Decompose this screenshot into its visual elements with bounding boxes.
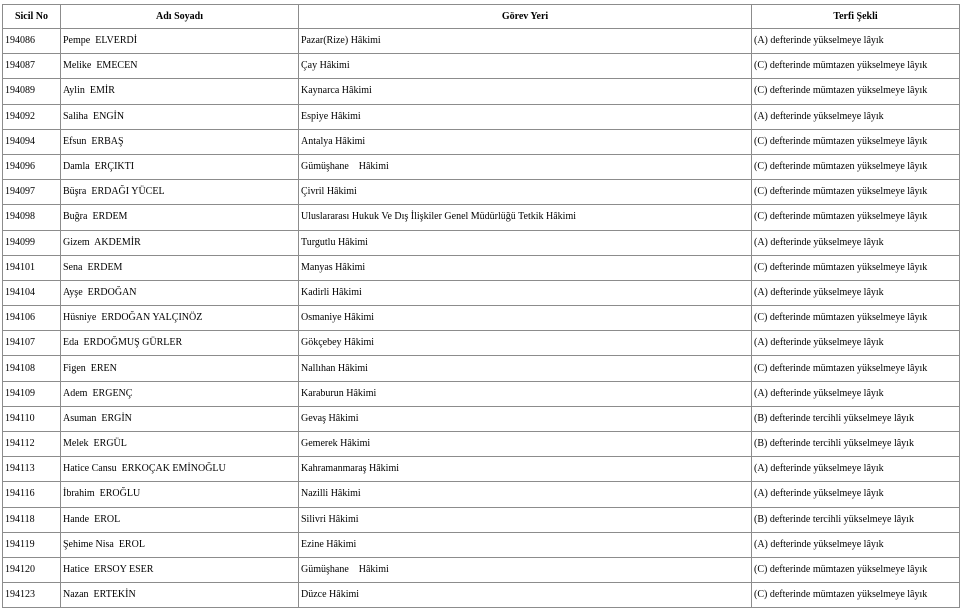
cell-terfi-sekli: (A) defterinde yükselmeye lâyık — [752, 457, 960, 482]
cell-gorev-yeri: Düzce Hâkimi — [299, 583, 752, 608]
cell-adi-soyadi: Damla ERÇIKTI — [61, 154, 299, 179]
cell-gorev-yeri: Gemerek Hâkimi — [299, 432, 752, 457]
cell-gorev-yeri: Manyas Hâkimi — [299, 255, 752, 280]
cell-gorev-yeri: Uluslararası Hukuk Ve Dış İlişkiler Genel Müdürlüğü Tetkik Hâkimi — [299, 205, 752, 230]
cell-sicil-no: 194110 — [3, 406, 61, 431]
cell-adi-soyadi: Figen EREN — [61, 356, 299, 381]
cell-terfi-sekli: (A) defterinde yükselmeye lâyık — [752, 532, 960, 557]
cell-sicil-no: 194089 — [3, 79, 61, 104]
cell-adi-soyadi: Hande EROL — [61, 507, 299, 532]
cell-gorev-yeri: Pazar(Rize) Hâkimi — [299, 29, 752, 54]
cell-terfi-sekli: (C) defterinde mümtazen yükselmeye lâyık — [752, 154, 960, 179]
cell-adi-soyadi: Gizem AKDEMİR — [61, 230, 299, 255]
cell-adi-soyadi: Hatice Cansu ERKOÇAK EMİNOĞLU — [61, 457, 299, 482]
cell-terfi-sekli: (B) defterinde tercihli yükselmeye lâyık — [752, 406, 960, 431]
cell-adi-soyadi: Şehime Nisa EROL — [61, 532, 299, 557]
cell-gorev-yeri: Silivri Hâkimi — [299, 507, 752, 532]
cell-sicil-no: 194113 — [3, 457, 61, 482]
cell-adi-soyadi: Efsun ERBAŞ — [61, 129, 299, 154]
cell-gorev-yeri: Kahramanmaraş Hâkimi — [299, 457, 752, 482]
cell-terfi-sekli: (C) defterinde mümtazen yükselmeye lâyık — [752, 255, 960, 280]
cell-terfi-sekli: (C) defterinde mümtazen yükselmeye lâyık — [752, 79, 960, 104]
cell-adi-soyadi: Ayşe ERDOĞAN — [61, 280, 299, 305]
header-gorev-yeri: Görev Yeri — [299, 5, 752, 29]
table-row — [3, 482, 960, 507]
header-terfi-sekli: Terfi Şekli — [752, 5, 960, 29]
table-row — [3, 180, 960, 205]
cell-sicil-no: 194108 — [3, 356, 61, 381]
cell-adi-soyadi: İbrahim EROĞLU — [61, 482, 299, 507]
cell-gorev-yeri: Çivril Hâkimi — [299, 180, 752, 205]
table-row — [3, 331, 960, 356]
cell-adi-soyadi: Hatice ERSOY ESER — [61, 557, 299, 582]
cell-gorev-yeri: Gümüşhane Hâkimi — [299, 557, 752, 582]
cell-terfi-sekli: (A) defterinde yükselmeye lâyık — [752, 230, 960, 255]
cell-terfi-sekli: (C) defterinde mümtazen yükselmeye lâyık — [752, 180, 960, 205]
cell-gorev-yeri: Gevaş Hâkimi — [299, 406, 752, 431]
cell-terfi-sekli: (A) defterinde yükselmeye lâyık — [752, 331, 960, 356]
table-row — [3, 432, 960, 457]
cell-gorev-yeri: Kadirli Hâkimi — [299, 280, 752, 305]
cell-terfi-sekli: (C) defterinde mümtazen yükselmeye lâyık — [752, 205, 960, 230]
table-row — [3, 230, 960, 255]
table-row — [3, 129, 960, 154]
cell-adi-soyadi: Melek ERGÜL — [61, 432, 299, 457]
cell-terfi-sekli: (C) defterinde mümtazen yükselmeye lâyık — [752, 583, 960, 608]
table-row — [3, 306, 960, 331]
cell-terfi-sekli: (A) defterinde yükselmeye lâyık — [752, 29, 960, 54]
cell-sicil-no: 194087 — [3, 54, 61, 79]
cell-adi-soyadi: Aylin EMİR — [61, 79, 299, 104]
cell-terfi-sekli: (C) defterinde mümtazen yükselmeye lâyık — [752, 129, 960, 154]
cell-sicil-no: 194096 — [3, 154, 61, 179]
cell-sicil-no: 194092 — [3, 104, 61, 129]
cell-gorev-yeri: Nazilli Hâkimi — [299, 482, 752, 507]
cell-sicil-no: 194104 — [3, 280, 61, 305]
header-adi-soyadi: Adı Soyadı — [61, 5, 299, 29]
table-row — [3, 79, 960, 104]
cell-sicil-no: 194112 — [3, 432, 61, 457]
cell-adi-soyadi: Melike EMECEN — [61, 54, 299, 79]
cell-sicil-no: 194123 — [3, 583, 61, 608]
cell-sicil-no: 194101 — [3, 255, 61, 280]
cell-gorev-yeri: Turgutlu Hâkimi — [299, 230, 752, 255]
cell-sicil-no: 194094 — [3, 129, 61, 154]
cell-adi-soyadi: Hüsniye ERDOĞAN YALÇINÖZ — [61, 306, 299, 331]
cell-adi-soyadi: Eda ERDOĞMUŞ GÜRLER — [61, 331, 299, 356]
cell-terfi-sekli: (B) defterinde tercihli yükselmeye lâyık — [752, 507, 960, 532]
cell-gorev-yeri: Çay Hâkimi — [299, 54, 752, 79]
table-row — [3, 457, 960, 482]
header-row — [3, 5, 960, 29]
cell-terfi-sekli: (A) defterinde yükselmeye lâyık — [752, 104, 960, 129]
cell-gorev-yeri: Antalya Hâkimi — [299, 129, 752, 154]
table-row — [3, 280, 960, 305]
table-row — [3, 356, 960, 381]
table-row — [3, 104, 960, 129]
cell-sicil-no: 194119 — [3, 532, 61, 557]
cell-sicil-no: 194107 — [3, 331, 61, 356]
cell-adi-soyadi: Adem ERGENÇ — [61, 381, 299, 406]
table-row — [3, 406, 960, 431]
cell-sicil-no: 194106 — [3, 306, 61, 331]
cell-terfi-sekli: (A) defterinde yükselmeye lâyık — [752, 482, 960, 507]
cell-adi-soyadi: Asuman ERGİN — [61, 406, 299, 431]
cell-gorev-yeri: Espiye Hâkimi — [299, 104, 752, 129]
cell-adi-soyadi: Buğra ERDEM — [61, 205, 299, 230]
table-row — [3, 381, 960, 406]
cell-sicil-no: 194086 — [3, 29, 61, 54]
cell-terfi-sekli: (C) defterinde mümtazen yükselmeye lâyık — [752, 356, 960, 381]
cell-terfi-sekli: (C) defterinde mümtazen yükselmeye lâyık — [752, 557, 960, 582]
cell-adi-soyadi: Büşra ERDAĞI YÜCEL — [61, 180, 299, 205]
table-row — [3, 255, 960, 280]
cell-terfi-sekli: (C) defterinde mümtazen yükselmeye lâyık — [752, 54, 960, 79]
table-row — [3, 583, 960, 608]
promotion-table — [2, 4, 960, 608]
cell-gorev-yeri: Kaynarca Hâkimi — [299, 79, 752, 104]
header-sicil-no: Sicil No — [3, 5, 61, 29]
cell-gorev-yeri: Nallıhan Hâkimi — [299, 356, 752, 381]
cell-adi-soyadi: Saliha ENGİN — [61, 104, 299, 129]
table-row — [3, 29, 960, 54]
cell-sicil-no: 194116 — [3, 482, 61, 507]
cell-adi-soyadi: Pempe ELVERDİ — [61, 29, 299, 54]
table-row — [3, 205, 960, 230]
cell-terfi-sekli: (A) defterinde yükselmeye lâyık — [752, 280, 960, 305]
cell-sicil-no: 194120 — [3, 557, 61, 582]
cell-sicil-no: 194097 — [3, 180, 61, 205]
cell-gorev-yeri: Karaburun Hâkimi — [299, 381, 752, 406]
cell-terfi-sekli: (B) defterinde tercihli yükselmeye lâyık — [752, 432, 960, 457]
cell-sicil-no: 194109 — [3, 381, 61, 406]
cell-adi-soyadi: Sena ERDEM — [61, 255, 299, 280]
cell-sicil-no: 194098 — [3, 205, 61, 230]
cell-adi-soyadi: Nazan ERTEKİN — [61, 583, 299, 608]
cell-gorev-yeri: Ezine Hâkimi — [299, 532, 752, 557]
table-row — [3, 532, 960, 557]
cell-gorev-yeri: Osmaniye Hâkimi — [299, 306, 752, 331]
cell-sicil-no: 194099 — [3, 230, 61, 255]
cell-terfi-sekli: (A) defterinde yükselmeye lâyık — [752, 381, 960, 406]
table-row — [3, 557, 960, 582]
table-row — [3, 154, 960, 179]
cell-sicil-no: 194118 — [3, 507, 61, 532]
cell-terfi-sekli: (C) defterinde mümtazen yükselmeye lâyık — [752, 306, 960, 331]
table-row — [3, 507, 960, 532]
cell-gorev-yeri: Gökçebey Hâkimi — [299, 331, 752, 356]
cell-gorev-yeri: Gümüşhane Hâkimi — [299, 154, 752, 179]
table-row — [3, 54, 960, 79]
